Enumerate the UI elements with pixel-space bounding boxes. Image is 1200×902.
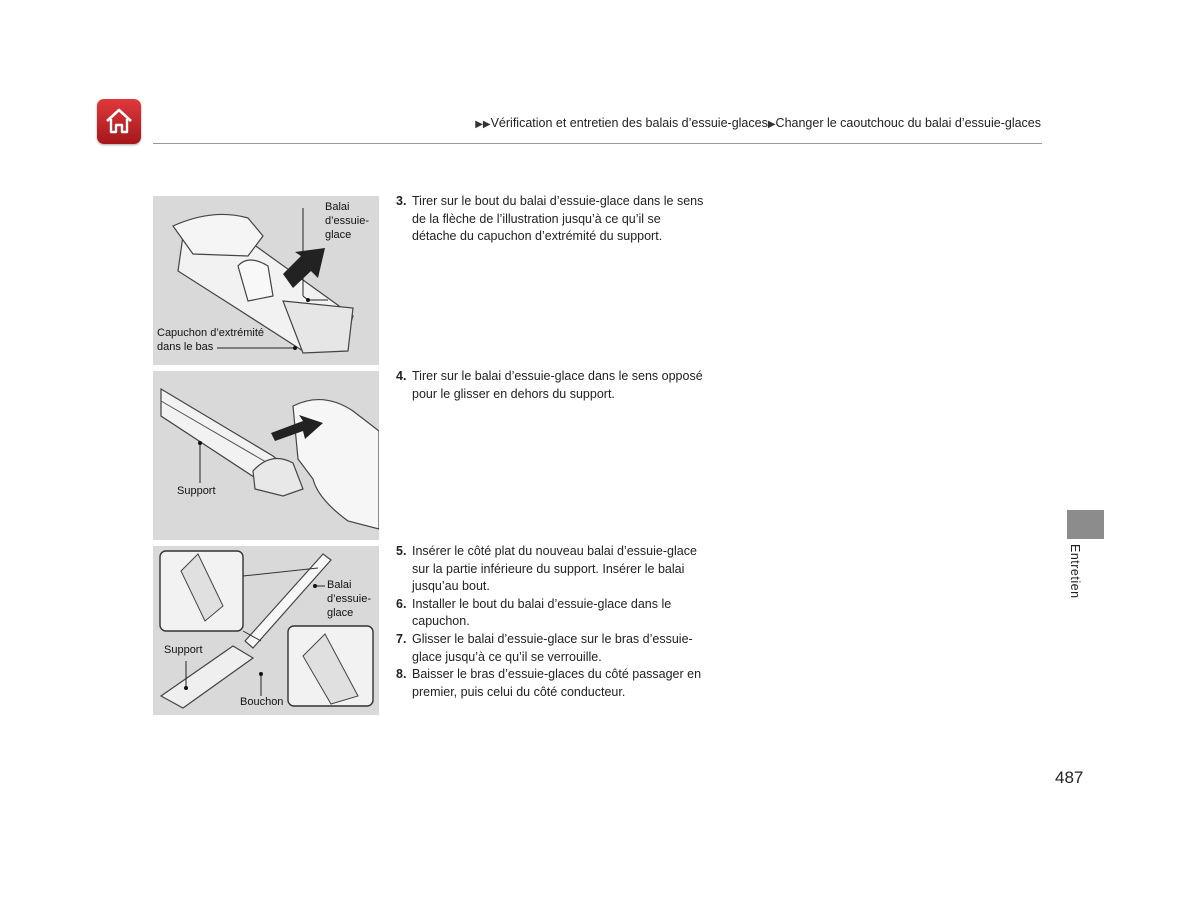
step-group-3: [396, 543, 706, 701]
label-dans-le-bas: dans le bas: [157, 341, 214, 353]
label-capuchon: Capuchon d’extrémité: [157, 327, 265, 339]
breadcrumb-arrow-icon: ▶▶: [475, 119, 491, 130]
breadcrumb-item-2[interactable]: Changer le caoutchouc du balai d’essuie-glaces: [775, 116, 1041, 130]
step-4: [396, 368, 706, 403]
page-number: 487: [1055, 768, 1084, 787]
step-group-2: [396, 368, 706, 403]
figure-slide-blade-out: [153, 371, 379, 540]
label-glace: glace: [325, 229, 352, 241]
breadcrumb-item-1[interactable]: Vérification et entretien des balais d’essuie-glaces: [490, 116, 768, 130]
step-8: [396, 666, 706, 701]
step-group-1: [396, 193, 706, 246]
step-7: [396, 631, 706, 666]
header-rule: [153, 143, 1042, 144]
home-icon: [103, 105, 135, 137]
label-glace: glace: [327, 607, 354, 619]
step-number: 7.: [396, 631, 407, 646]
label-balai: Balai: [327, 579, 352, 591]
step-number: 6.: [396, 596, 407, 611]
breadcrumb-arrow-icon: ▶: [767, 119, 776, 130]
step-text: Tirer sur le bout du balai d’essuie-glace dans le sens de la flèche de l’illustration jusqu’à ce qu’il se détache du capuchon d’extrémité du support.: [412, 194, 704, 244]
step-text: Tirer sur le balai d’essuie-glace dans le sens opposé pour le glisser en dehors du support.: [412, 369, 703, 401]
section-tab[interactable]: [1067, 510, 1104, 539]
step-number: 3.: [396, 194, 407, 208]
home-button[interactable]: [97, 99, 141, 144]
step-text: Installer le bout du balai d’essuie-glace dans le capuchon.: [412, 596, 672, 629]
section-label: Entretien: [1068, 544, 1082, 599]
step-text: Glisser le balai d’essuie-glace sur le bras d’essuie-glace jusqu’à ce qu’il se verrouille.: [412, 631, 693, 664]
figure-3-illustration: [153, 546, 379, 715]
label-support: Support: [164, 644, 203, 656]
breadcrumb: [475, 116, 1041, 130]
figure-insert-new-blade: [153, 546, 379, 715]
step-5: [396, 543, 706, 596]
figure-remove-blade-end: [153, 196, 379, 365]
label-essuie: d’essuie-: [327, 593, 372, 605]
label-essuie: d’essuie-: [325, 215, 370, 227]
step-number: 4.: [396, 369, 407, 383]
step-6: [396, 596, 706, 631]
label-bouchon: Bouchon: [240, 696, 284, 708]
step-number: 8.: [396, 667, 407, 682]
step-text: Baisser le bras d’essuie-glaces du côté passager en premier, puis celui du côté conducteur.: [412, 667, 702, 699]
figure-2-illustration: [153, 371, 379, 540]
step-3: [396, 193, 706, 246]
label-support: Support: [177, 485, 216, 497]
step-number: 5.: [396, 544, 407, 558]
step-text: Insérer le côté plat du nouveau balai d’essuie-glace sur la partie inférieure du support. Insérer le balai jusqu’au bout.: [412, 544, 697, 594]
label-balai: Balai: [325, 201, 350, 213]
